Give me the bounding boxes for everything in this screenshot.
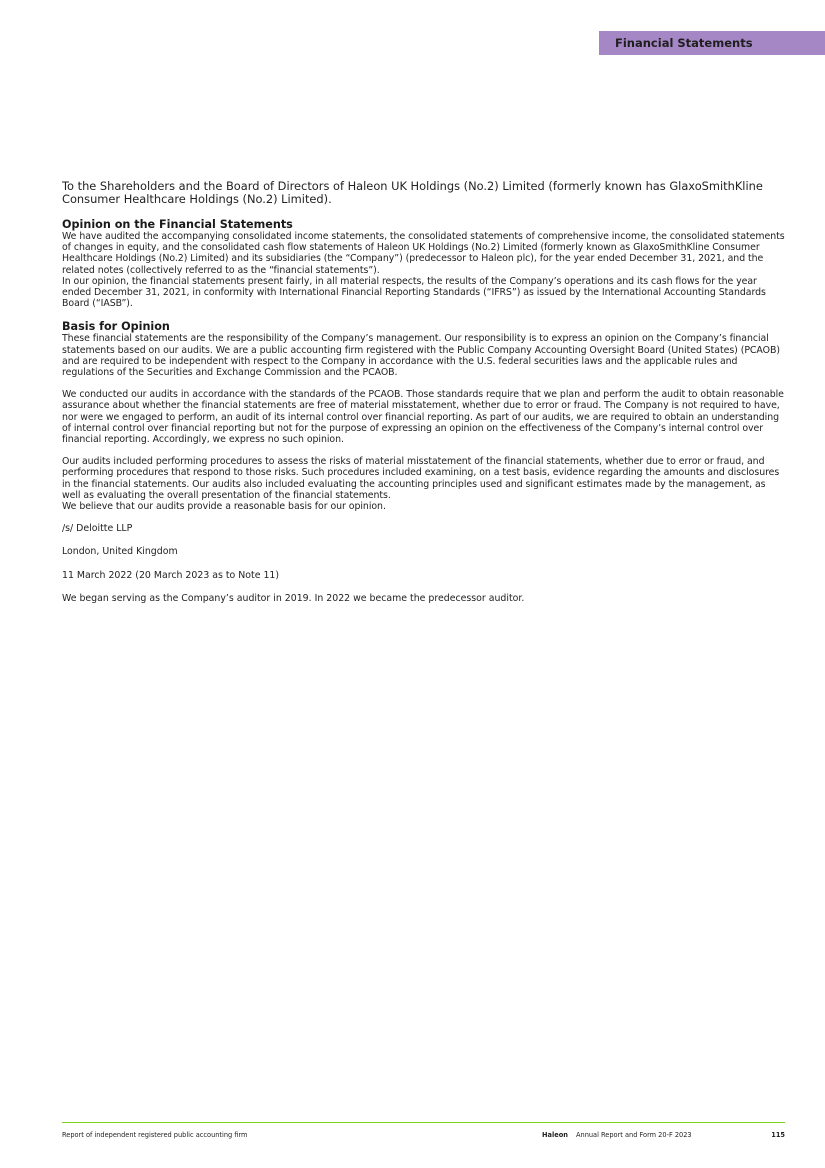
signature-date: 11 March 2022 (20 March 2023 as to Note 11) [62, 569, 280, 581]
basis-paragraph-4: We believe that our audits provide a reasonable basis for our opinion. [62, 501, 386, 513]
addressee: To the Shareholders and the Board of Directors of Haleon UK Holdings (No.2) Limited (formerly known has GlaxoSmithKline Consumer Healthcare Holdings (No.2) Limited). [62, 179, 763, 206]
footer-section-title: Report of independent registered public accounting firm [62, 1131, 248, 1139]
basis-heading: Basis for Opinion [62, 320, 170, 334]
basis-section [62, 320, 786, 512]
signature-firm: /s/ Deloitte LLP [62, 523, 133, 535]
opinion-section [62, 218, 786, 309]
section-tab: Financial Statements [599, 31, 825, 55]
page-footer [62, 1131, 785, 1143]
footer-report-title: Annual Report and Form 20-F 2023 [576, 1131, 692, 1139]
page-number: 115 [771, 1131, 785, 1139]
opinion-paragraph-2: In our opinion, the financial statements present fairly, in all material respects, the results of the Company’s operations and its cash flows for the year ended December 31, 2021, in conformity with International Financial Reporting Standards (“IFRS”) as issued by the International Accounting Standards Board (“IASB”). [62, 275, 766, 310]
opinion-heading: Opinion on the Financial Statements [62, 218, 293, 231]
basis-paragraph-3: Our audits included performing procedures to assess the risks of material misstatement of the financial statements, whether due to error or fraud, and performing procedures that respond to those risks. Such procedures included examining, on a test basis, evidence regarding the amounts and disclosures in the financial statements. Our audits also included evaluating the accounting principles used and significant estimates made by the management, as well as evaluating the overall presentation of the financial statements. [62, 456, 780, 501]
footer-brand: Haleon [542, 1131, 568, 1139]
opinion-paragraph-1: We have audited the accompanying consolidated income statements, the consolidated statements of comprehensive income, the consolidated statements of changes in equity, and the consolidated cash flow statements of Haleon UK Holdings (No.2) Limited (formerly known as GlaxoSmithKline Consumer Healthcare Holdings (No.2) Limited) and its subsidiaries (the “Company”) (predecessor to Haleon plc), for the year ended December 31, 2021, and the related notes (collectively referred to as the “financial statements”). [62, 231, 785, 276]
footer-rule [62, 1122, 785, 1123]
document-body [62, 180, 786, 616]
basis-paragraph-2: We conducted our audits in accordance with the standards of the PCAOB. Those standards require that we plan and perform the audit to obtain reasonable assurance about whether the financial statements are free of material misstatement, whether due to error or fraud. The Company is not required to have, nor were we engaged to perform, an audit of its internal control over financial reporting. As part of our audits, we are required to obtain an understanding of internal control over financial reporting but not for the purpose of expressing an opinion on the effectiveness of the Company’s internal control over financial reporting. Accordingly, we express no such opinion. [62, 389, 784, 446]
basis-paragraph-1: These financial statements are the responsibility of the Company’s management. Our responsibility is to express an opinion on the Company’s financial statements based on our audits. We are a public accounting firm registered with the Public Company Accounting Oversight Board (United States) (PCAOB) and are required to be independent with respect to the Company in accordance with the U.S. federal securities laws and the applicable rules and regulations of the Securities and Exchange Commission and the PCAOB. [62, 333, 780, 379]
signature-location: London, United Kingdom [62, 546, 178, 558]
auditor-tenure: We began serving as the Company’s auditor in 2019. In 2022 we became the predecessor auditor. [62, 592, 525, 604]
